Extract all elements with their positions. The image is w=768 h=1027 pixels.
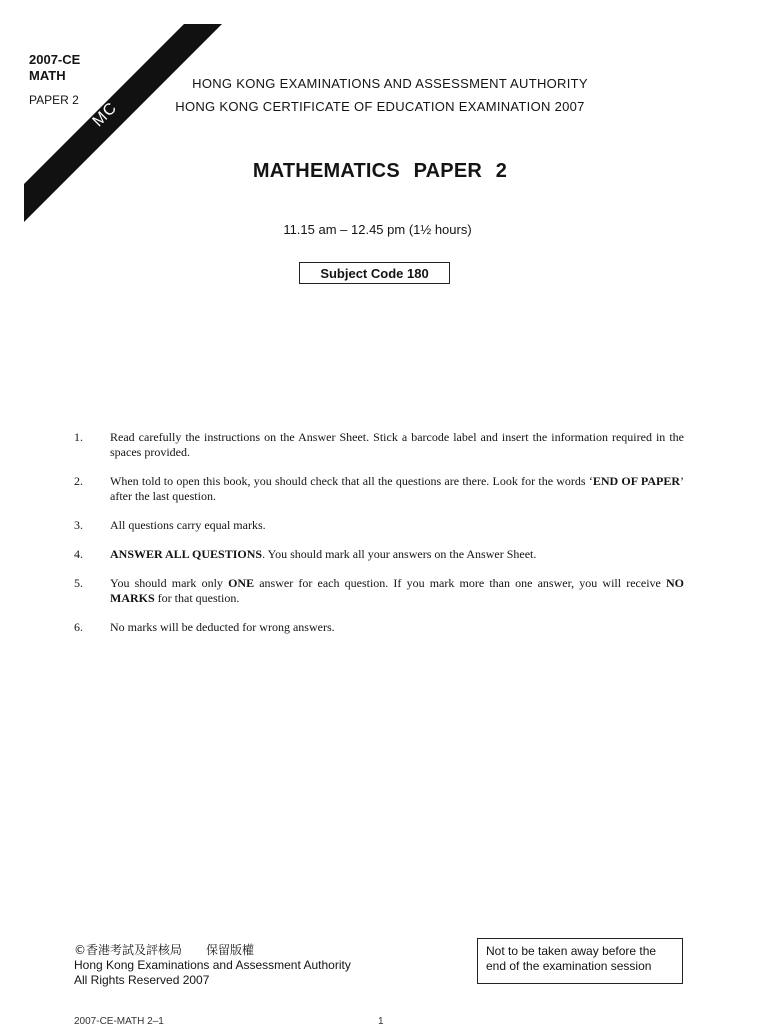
instruction-number: 2. [74,474,83,488]
instruction-number: 4. [74,547,83,561]
instruction-text: ANSWER ALL QUESTIONS. You should mark all your answers on the Answer Sheet. [110,547,537,561]
subject-code-box: Subject Code 180 [299,262,450,284]
copyright-english: Hong Kong Examinations and Assessment Authority [74,958,351,972]
page-number: 1 [378,1016,384,1027]
instruction-item [74,518,684,533]
copyright-chinese: ©香港考試及評核局 保留版權 [74,943,255,957]
instruction-number: 1. [74,430,83,444]
instruction-text: Read carefully the instructions on the Answer Sheet. Stick a barcode label and insert the information required in the spaces provided. [110,430,684,459]
instruction-item [74,620,684,635]
page-reference: 2007-CE-MATH 2–1 [74,1016,164,1027]
paper-title: MATHEMATICS PAPER 2 [252,160,508,182]
exam-subject: MATH [29,68,66,83]
examination-name: HONG KONG CERTIFICATE OF EDUCATION EXAMINATION 2007 [175,99,585,114]
copyright-block [74,943,351,988]
instruction-item [74,547,684,562]
instruction-item [74,576,684,606]
instruction-item [74,430,684,460]
exam-time: 11.15 am – 12.45 pm (1½ hours) [283,222,472,237]
instructions-list [74,430,684,649]
mc-band-shape [0,0,240,240]
instruction-number: 3. [74,518,83,532]
exam-code: 2007-CE [29,52,81,67]
instruction-text: When told to open this book, you should check that all the questions are there. Look for the words ‘END OF PAPER’ after the last question. [110,474,684,503]
instruction-text: You should mark only ONE answer for each question. If you mark more than one answer, you will receive NO MARKS for that question. [110,576,685,605]
rights-reserved: All Rights Reserved 2007 [74,973,210,987]
notice-box: Not to be taken away before the end of the examination session [477,938,683,984]
exam-paper: PAPER 2 [29,93,79,107]
instruction-text: No marks will be deducted for wrong answers. [110,620,335,634]
mc-label: MC [89,99,121,131]
instruction-number: 5. [74,576,83,590]
instruction-item [74,474,684,504]
instruction-number: 6. [74,620,83,634]
authority-name: HONG KONG EXAMINATIONS AND ASSESSMENT AUTHORITY [192,76,588,91]
mc-corner-band [0,0,240,240]
instruction-text: All questions carry equal marks. [110,518,266,532]
